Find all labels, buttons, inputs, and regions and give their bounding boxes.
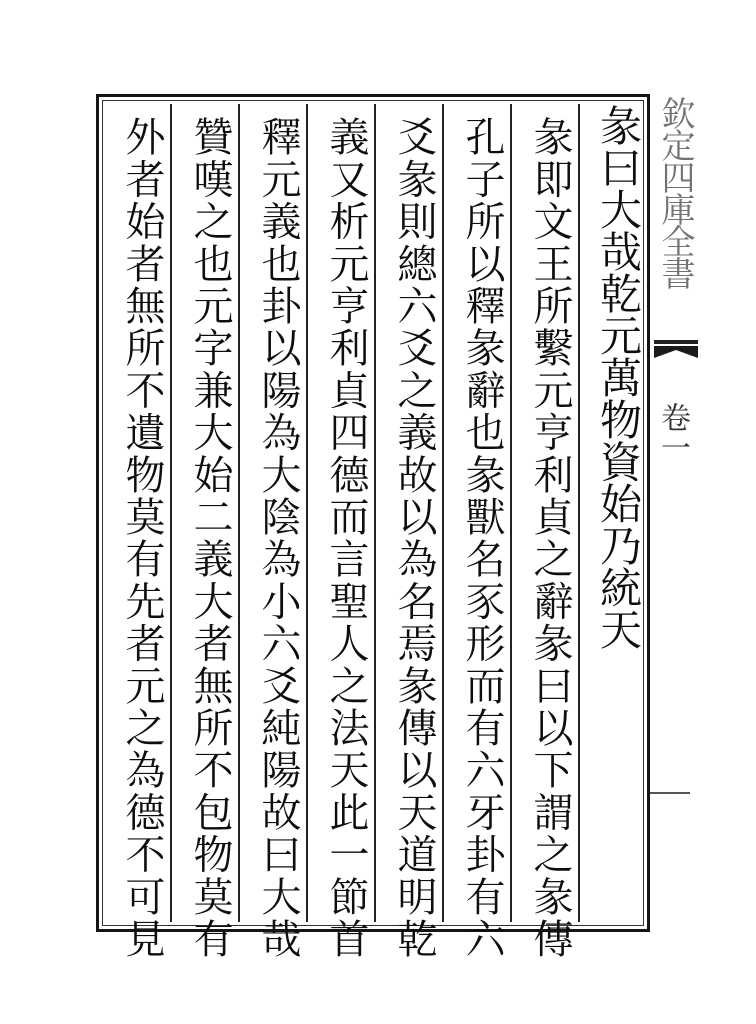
text-column: 義又析元亨利貞四德而言聖人之法天此一節首 [323,116,369,960]
text-column: 爻彖則總六爻之義故以為名焉彖傳以天道明乾 [391,116,437,960]
column-rule [510,104,512,922]
text-column: 外者始者無所不遺物莫有先者元之為德不可見 [119,116,165,960]
text-column-heading: 彖曰大哉乾元萬物資始乃統天 [594,104,643,650]
column-rule [306,104,308,922]
column-rule [170,104,172,922]
column-rule [578,104,580,922]
text-column: 釋元義也卦以陽為大陰為小六爻純陽故曰大哉 [255,116,301,960]
fore-edge-title: 欽定四庫全書 [655,96,695,288]
column-rule [374,104,376,922]
column-rule [238,104,240,922]
fish-tail-ornament [652,338,700,364]
column-rule [442,104,444,922]
text-column: 孔子所以釋彖辭也彖獸名豕形而有六牙卦有六 [459,116,505,960]
fore-edge-volume: 卷一 [655,402,690,462]
text-column: 彖即文王所繫元亨利貞之辭彖曰以下謂之彖傳 [527,116,573,960]
text-column: 贊嘆之也元字兼大始二義大者無所不包物莫有 [187,116,233,960]
fore-edge-tick [650,792,690,794]
